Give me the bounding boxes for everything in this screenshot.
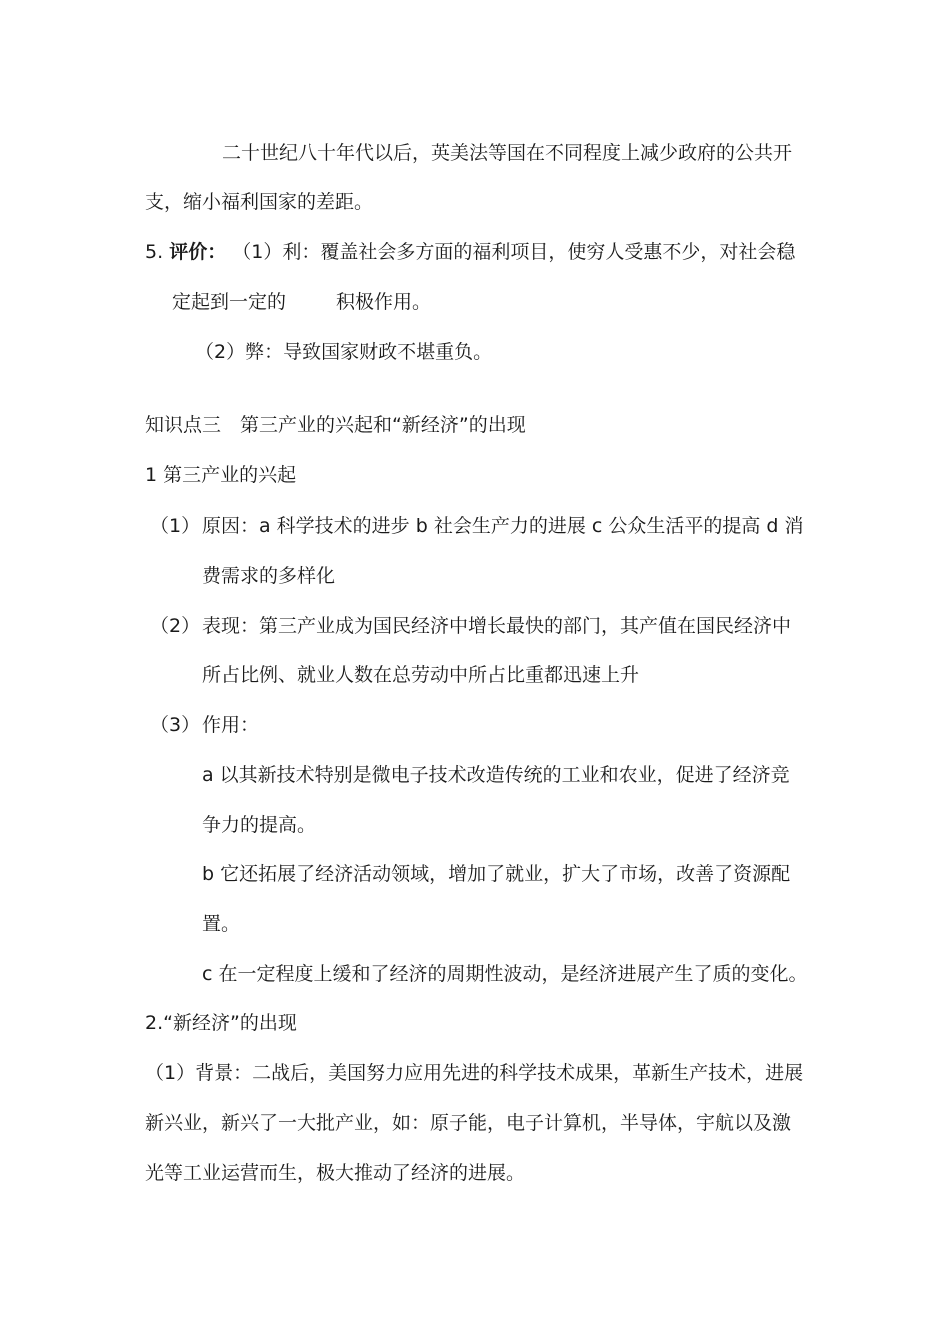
evaluation-heading: 评价： [169,241,227,263]
paragraph-line: （2）弊：导致国家财政不堪重负。 [195,341,493,363]
list-item-number: （1） [150,515,201,537]
item-number: 5. [145,241,164,263]
line-segment: 积极作用。 [336,291,432,313]
sub-item-text: c 在一定程度上缓和了经济的周期性波动，是经济进展产生了质的变化。 [202,963,808,985]
sub-item-text: 置。 [202,913,241,935]
list-item-text: 作用： [202,714,260,736]
paragraph-line: 二十世纪八十年代以后，英美法等国在不同程度上减少政府的公共开 [222,142,793,164]
list-item-number: （2） [150,615,201,637]
list-item-text: 原因：a 科学技术的进步 b 社会生产力的进展 c 公众生活平的提高 d 消 [202,515,804,537]
paragraph-line [172,289,431,315]
subsection-heading: 2.“新经济”的出现 [145,1012,297,1034]
list-item-number: （3） [150,714,201,736]
paragraph-line: 光等工业运营而生，极大推动了经济的进展。 [145,1162,526,1184]
evaluation-item [145,239,795,265]
subsection-heading: 1 第三产业的兴起 [145,464,297,486]
paragraph-line: 支，缩小福利国家的差距。 [145,191,374,213]
list-item-text: 表现：第三产业成为国民经济中增长最快的部门，其产值在国民经济中 [202,615,792,637]
evaluation-text: （1）利：覆盖社会多方面的福利项目，使穷人受惠不少，对社会稳 [232,241,796,263]
sub-item-text: b 它还拓展了经济活动领域，增加了就业，扩大了市场，改善了资源配 [202,863,791,885]
sub-item-text: a 以其新技术特别是微电子技术改造传统的工业和农业，促进了经济竞 [202,764,790,786]
list-item-text: 所占比例、就业人数在总劳动中所占比重都迅速上升 [202,664,640,686]
paragraph-line: 新兴业，新兴了一大批产业，如：原子能，电子计算机，半导体，宇航以及激 [145,1112,792,1134]
sub-item-text: 争力的提高。 [202,814,317,836]
list-item-text: 费需求的多样化 [202,565,336,587]
paragraph-line: （1）背景：二战后，美国努力应用先进的科学技术成果，革新生产技术，进展 [145,1062,804,1084]
line-segment: 定起到一定的 [172,291,287,313]
section-heading: 知识点三 第三产业的兴起和“新经济”的出现 [145,414,526,436]
